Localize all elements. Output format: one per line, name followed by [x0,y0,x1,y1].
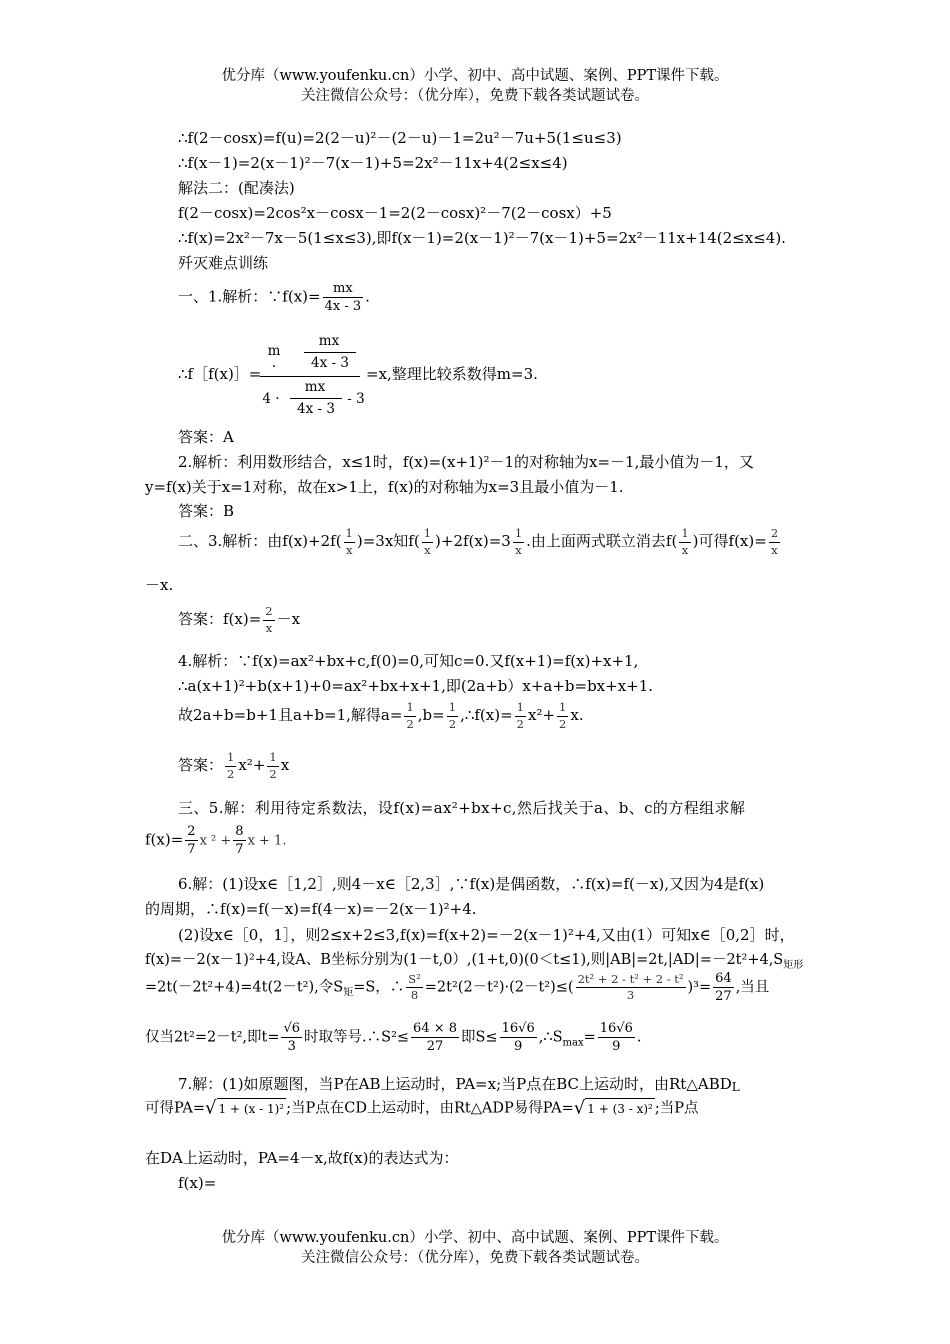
problem-1-statement: 一、1.解析：∵f(x)= $\frac{mx}{4x - 3}$ . [178,281,370,314]
footer-line-1: 优分库（www.youfenku.cn）小学、初中、高中试题、案例、PPT课件下载。 [221,1230,729,1246]
section-heading: 歼灭难点训练 [178,254,269,272]
header-line-2: 关注微信公众号：（优分库），免费下载各类试题试卷。 [301,88,649,104]
answer-2: 答案：B [178,502,235,520]
text-line: ∴f(x－1)=2(x－1)²－7(x－1)+5=2x²－11x+4(2≤x≤4) [178,154,568,172]
problem-6-max: 仅当2t²=2－t²,即t= $\frac{√6}{3}$ 时取等号.∴S²≤ $\frac{64 \times 8}{27}$ 即S≤ $\frac{16√6}{9}$ $,\therefore S_{max}=$ $\frac{16√6}{9}$ . [145,1021,642,1054]
page-header [0,66,950,106]
text-line: 4.解析：∵f(x)=ax²+bx+c,f(0)=0,可知c=0.又f(x+1)=f(x)+x+1, [178,652,639,670]
problem-6-inequality: =2t(－2t²+4)=4t(2－t²),令$S_矩=S$，∴ $\frac{\text{S²}}{8}$ =2t²(2－t²)·(2－t²)≤( $\frac{\text{2t² + 2 - t² + 2 - t²}}{3}$ )³= $\frac{64}{27}$ ,当且 [145,971,770,1004]
text-line: 三、5.解：利用待定系数法，设f(x)=ax²+bx+c,然后找关于a、b、c的方程组求解 [178,799,746,817]
text-line: ∴f(x)=2x²－7x－5(1≤x≤3),即f(x－1)=2(x－1)²－7(x－1)+5=2x²－11x+14(2≤x≤4). [178,229,786,247]
text-line: ∴a(x+1)²+b(x+1)+0=ax²+bx+x+1,即(2a+b）x+a+b=bx+x+1. [178,677,654,695]
text-line: y=f(x)关于x=1对称，故在x>1上，f(x)的对称轴为x=3且最小值为－1. [145,478,624,496]
text-line: f(x)= [178,1174,217,1192]
text-line: 在DA上运动时，PA=4－x,故f(x)的表达式为： [145,1149,459,1167]
problem-1-nested-fraction: ∴f［f(x)］= m · mx 4x - 3 4 · mx 4x - 3 - 3 =x,整理比较系数得m=3. [178,333,538,417]
problem-6-coords: f(x)=－2(x－1)²+4,设A、B坐标分别为(1－t,0）,(1+t,0)(0＜t≤1),则$|AB|=2t,|AD|=-2t^2+4,S_{矩形}$ [145,952,804,971]
header-line-1: 优分库（www.youfenku.cn）小学、初中、高中试题、案例、PPT课件下载。 [221,68,729,84]
text-line: (2)设x∈［0，1］，则2≤x+2≤3,f(x)=f(x+2)=－2(x－1)²+4,又由(1）可知x∈［0,2］时， [178,926,795,944]
answer-4: 答案： $\frac{1}{2}$ x²+ $\frac{1}{2}$ x [178,750,290,781]
text-line: 的周期，∴f(x)=f(－x)=f(4－x)=－2(x－1)²+4. [145,900,477,918]
footer-line-2: 关注微信公众号：（优分库），免费下载各类试题试卷。 [301,1250,649,1266]
answer-3: 答案：f(x)= $\frac{2}{x}$ －x [178,604,301,635]
text-line: －x. [145,576,174,594]
problem-7-line: 7.解：(1)如原题图，当P在AB上运动时，PA=x;当P点在BC上运动时，由Rt△ABDL [178,1075,740,1094]
text-line: 6.解：(1)设x∈［1,2］,则4－x∈［2,3］,∵f(x)是偶函数，∴f(x)=f(－x),又因为4是f(x) [178,875,765,893]
problem-4-solution: 故2a+b=b+1且a+b=1,解得a= $\frac{1}{2}$ ,b= $\frac{1}{2}$ ,∴f(x)= $\frac{1}{2}$ x²+ $\frac{1}{2}$ x. [178,700,584,731]
text-line: ∴f(2－cosx)=f(u)=2(2－u)²－(2－u)－1=2u²－7u+5(1≤u≤3) [178,129,622,147]
problem-3-line: 二、3.解析：由f(x)+2f( $\frac{1}{x}$ )=3x知f( $\frac{1}{x}$ )+2f(x)=3 $\frac{1}{x}$ .由上面两式联立消去f( $\frac{1}{x}$ )可得f(x)= $\frac{2}{x}$ [178,526,779,557]
text-line: 解法二：(配凑法) [178,179,295,197]
page-footer [0,1228,950,1268]
text-line: 2.解析：利用数形结合，x≤1时，f(x)=(x+1)²－1的对称轴为x=－1,最小值为－1，又 [178,453,754,471]
problem-7-cases: 可得PA=√ 1 + (x - 1)² ;当P点在CD上运动时，由Rt△ADP易得PA=√ 1 + (3 - x)² ;当P点 [145,1097,699,1119]
text-line: f(2－cosx)=2cos²x－cosx－1=2(2－cosx)²－7(2－cosx）+5 [178,204,612,222]
answer-1: 答案：A [178,428,234,446]
problem-5-result: f(x)= $\frac{2}{7}$ x ² + $\frac{8}{7}$ x + 1. [145,824,287,857]
